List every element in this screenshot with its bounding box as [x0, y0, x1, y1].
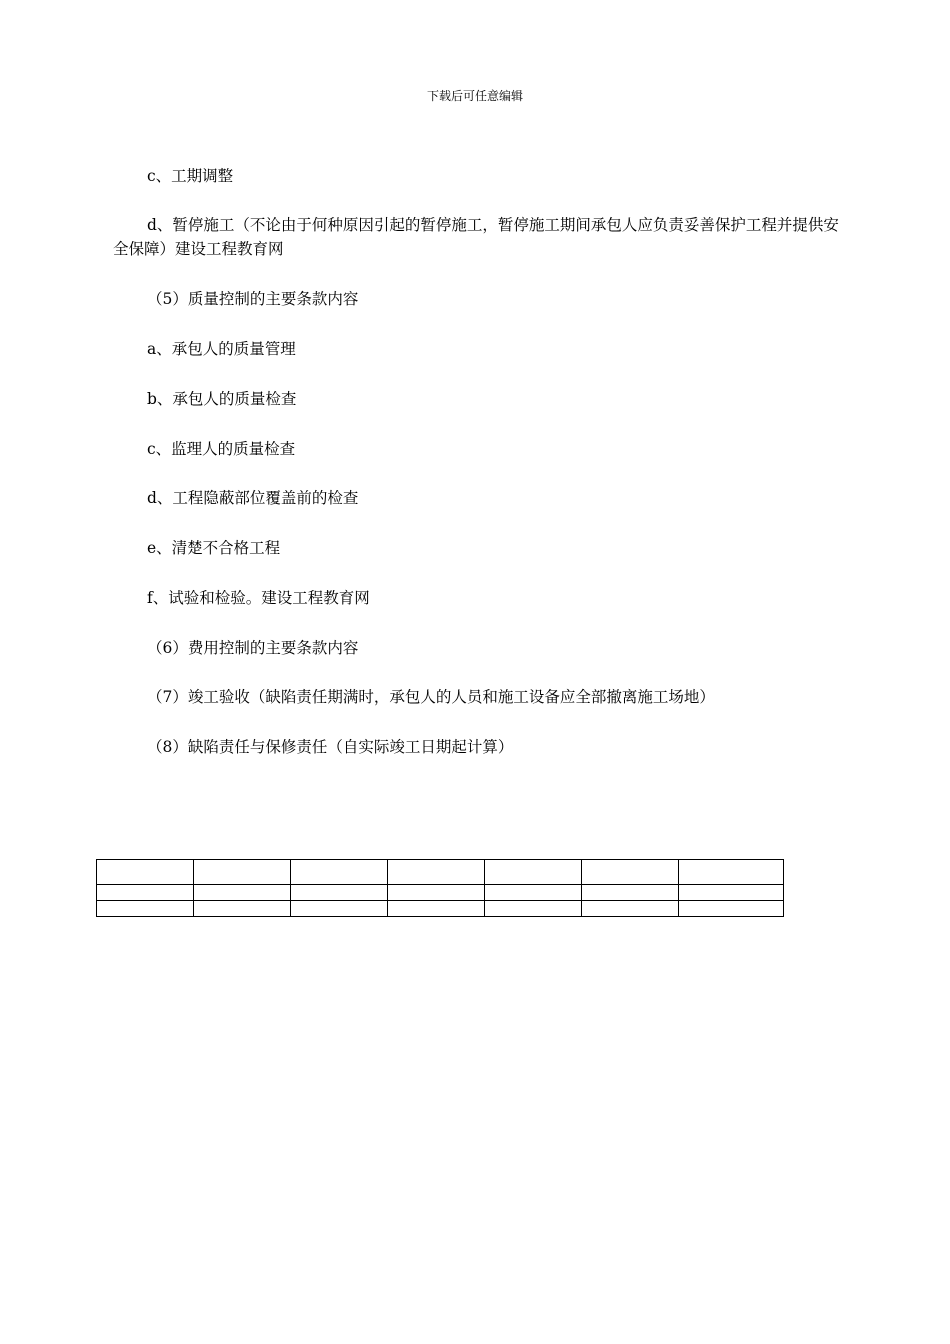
paragraph-concealed-works-inspection: d、工程隐蔽部位覆盖前的检查	[147, 489, 359, 507]
table-cell	[388, 885, 485, 901]
table-cell	[582, 860, 679, 885]
table-row	[97, 885, 784, 901]
paragraph-suspension: d、暂停施工（不论由于何种原因引起的暂停施工，暂停施工期间承包人应负责妥善保护工程并提供安全保障）建设工程教育网	[113, 216, 839, 258]
page-header: 下载后可任意编辑	[426, 89, 523, 103]
table-cell	[582, 885, 679, 901]
paragraph-nonconforming-works: e、清楚不合格工程	[147, 539, 281, 557]
table-cell	[97, 901, 194, 917]
table-row	[97, 901, 784, 917]
table-cell	[194, 901, 291, 917]
table-cell	[388, 901, 485, 917]
table-cell	[485, 885, 582, 901]
table-cell	[291, 901, 388, 917]
paragraph-cost-control-heading: （6）费用控制的主要条款内容	[147, 639, 359, 657]
table-cell	[388, 860, 485, 885]
paragraph-tests-and-inspection: f、试验和检验。建设工程教育网	[147, 589, 370, 607]
table-cell	[97, 885, 194, 901]
table-cell	[194, 885, 291, 901]
table-cell	[485, 901, 582, 917]
table-cell	[679, 860, 784, 885]
empty-table	[96, 859, 784, 917]
table-cell	[582, 901, 679, 917]
table-cell	[485, 860, 582, 885]
table-cell	[97, 860, 194, 885]
paragraph-supervisor-quality-inspection: c、监理人的质量检查	[147, 440, 296, 458]
table-cell	[194, 860, 291, 885]
table-cell	[291, 885, 388, 901]
paragraph-quality-control-heading: （5）质量控制的主要条款内容	[147, 290, 359, 308]
empty-table-container	[96, 859, 784, 917]
paragraph-contractor-quality-management: a、承包人的质量管理	[147, 340, 296, 358]
paragraph-contractor-quality-inspection: b、承包人的质量检查	[147, 390, 297, 408]
paragraph-completion-acceptance: （7）竣工验收（缺陷责任期满时，承包人的人员和施工设备应全部撤离施工场地）	[147, 688, 715, 706]
paragraph-schedule-adjustment: c、工期调整	[147, 167, 234, 185]
table-cell	[291, 860, 388, 885]
paragraph-defect-liability: （8）缺陷责任与保修责任（自实际竣工日期起计算）	[147, 738, 514, 756]
table-cell	[679, 901, 784, 917]
table-cell	[679, 885, 784, 901]
table-row	[97, 860, 784, 885]
